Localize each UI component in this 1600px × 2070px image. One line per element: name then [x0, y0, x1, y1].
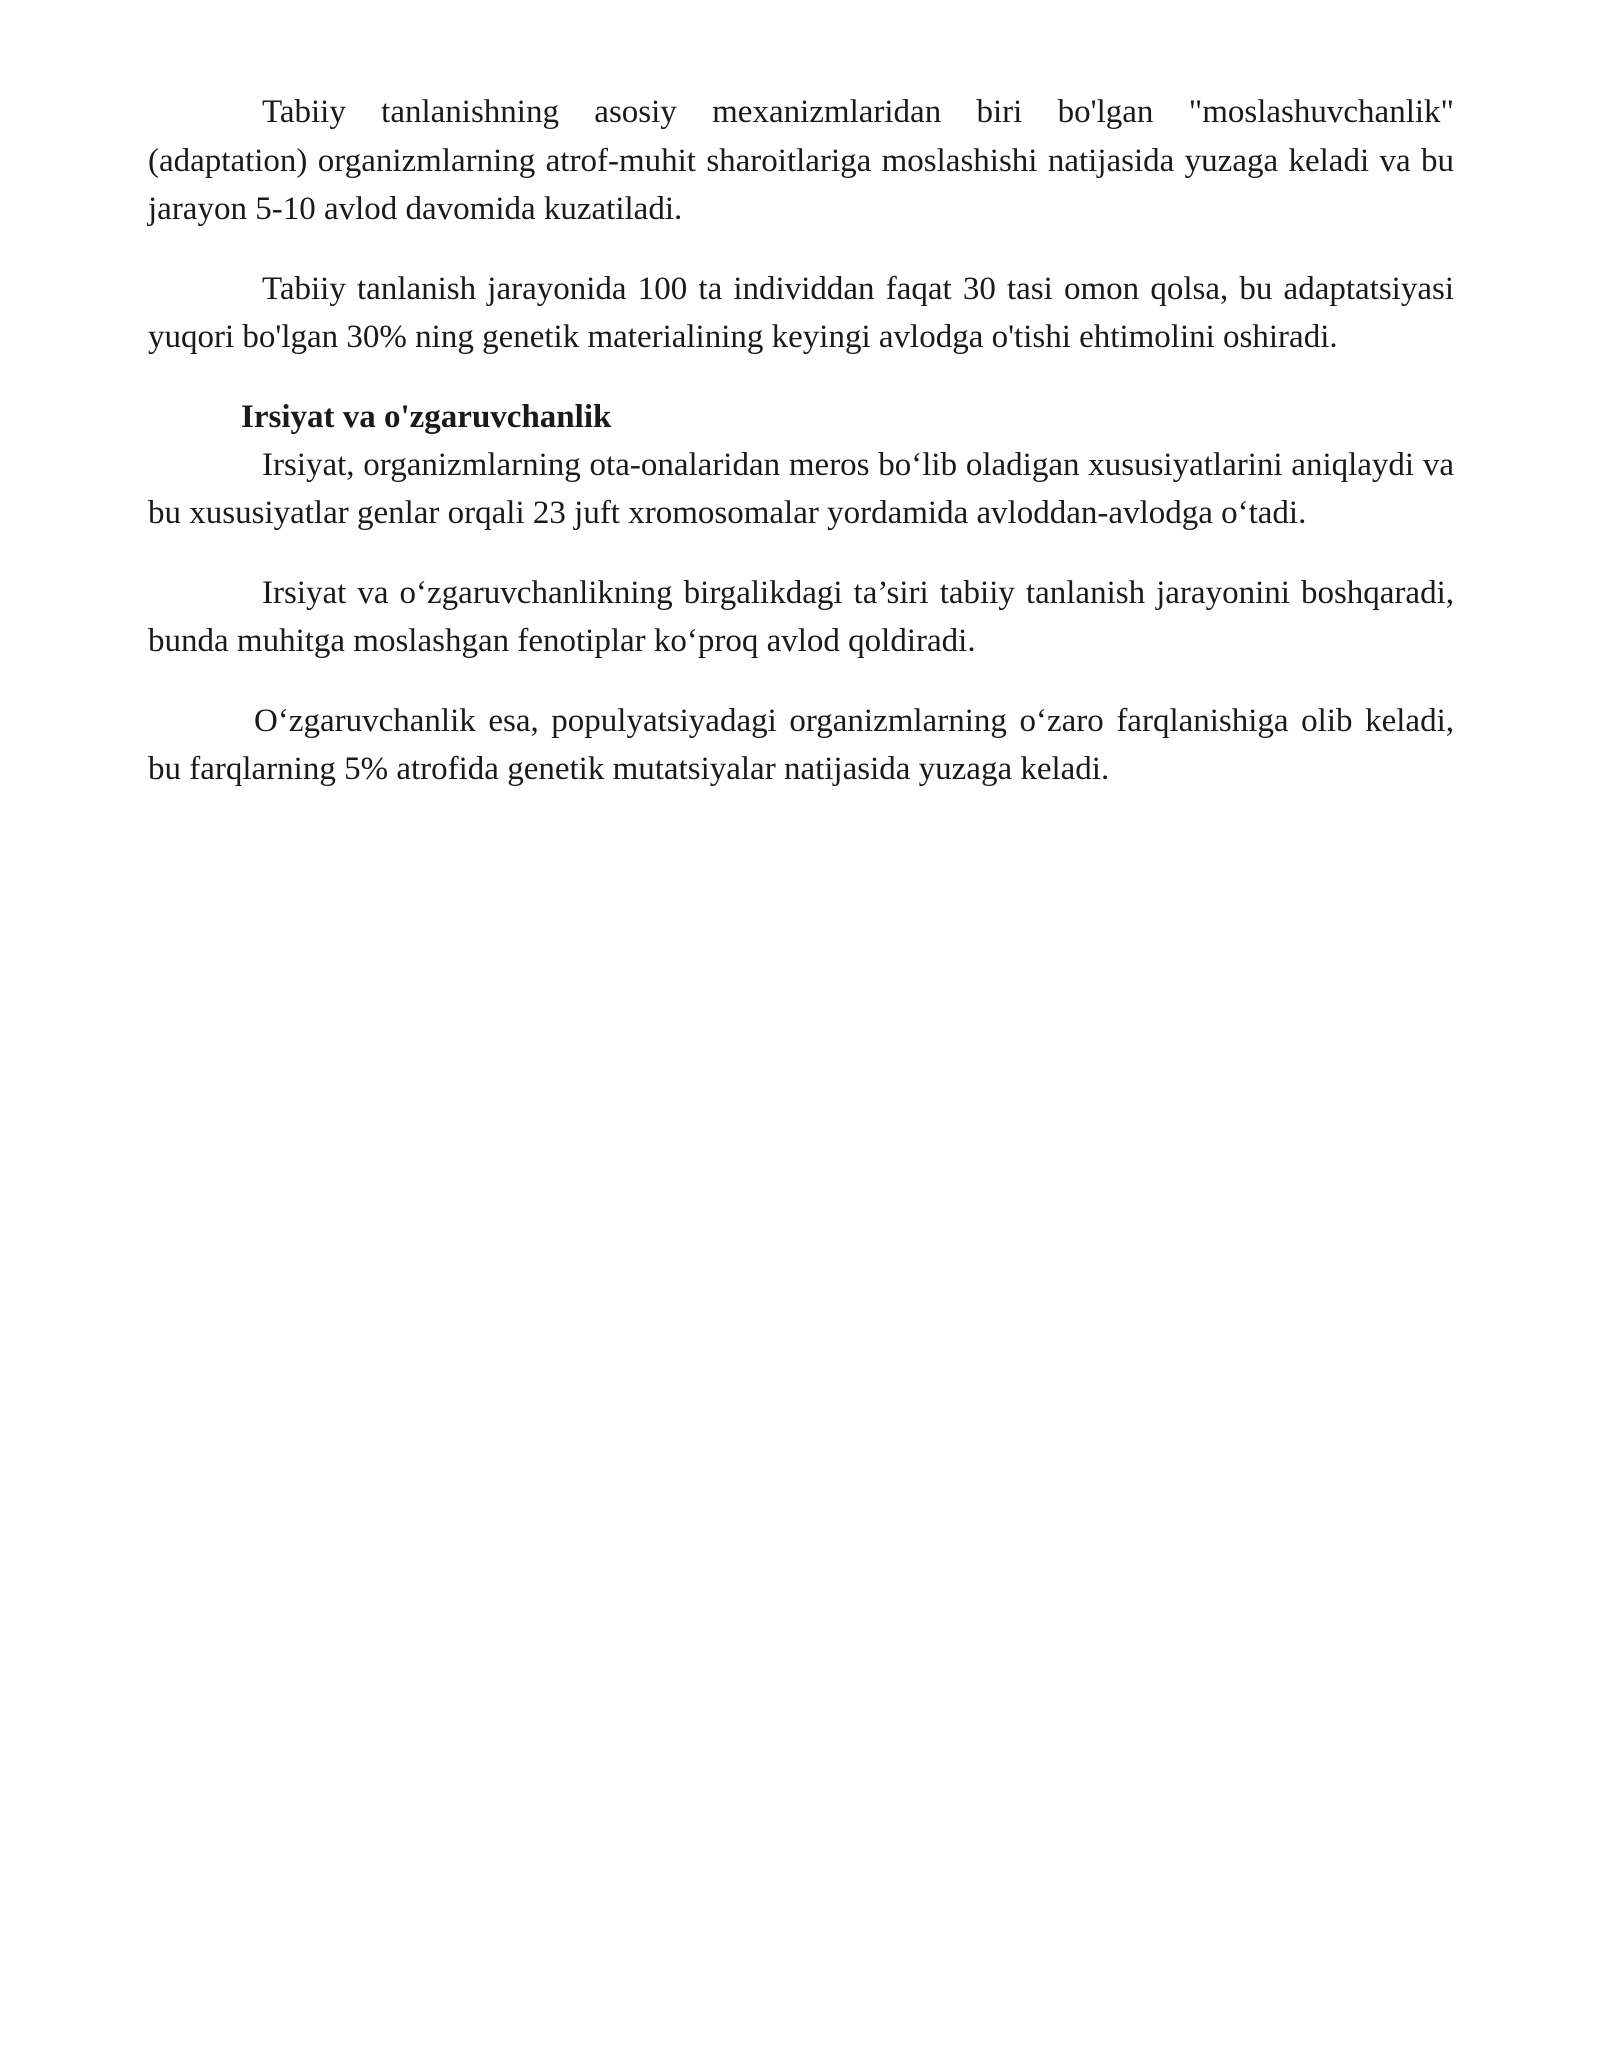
section-heading: Irsiyat va o'zgaruvchanlik	[241, 398, 612, 435]
paragraph-heredity: Irsiyat, organizmlarning ota-onalaridan meros bo‘lib oladigan xususiyatlarini aniqlaydi va bu xususiyatlar genlar orqali 23 juft xromosomalar yordamida avloddan-avlodga o‘tadi.	[148, 446, 1454, 531]
paragraph-variation: O‘zgaruvchanlik esa, populyatsiyadagi organizmlarning o‘zaro farqlanishiga olib keladi, bu farqlarning 5% atrofida genetik mutatsiyalar natijasida yuzaga keladi.	[148, 702, 1454, 787]
paragraph-survival: Tabiiy tanlanish jarayonida 100 ta individdan faqat 30 tasi omon qolsa, bu adaptatsiyasi yuqori bo'lgan 30% ning genetik materialining keyingi avlodga o'tishi ehtimolini oshiradi.	[148, 270, 1454, 355]
paragraph-combined-effect: Irsiyat va o‘zgaruvchanlikning birgalikdagi ta’siri tabiiy tanlanish jarayonini boshqaradi, bunda muhitga moslashgan fenotiplar ko‘proq avlod qoldiradi.	[148, 574, 1454, 659]
document-body	[148, 88, 1454, 794]
paragraph-adaptation: Tabiiy tanlanishning asosiy mexanizmlaridan biri bo'lgan "moslashuvchanlik" (adaptation) organizmlarning atrof-muhit sharoitlariga moslashishi natijasida yuzaga keladi va bu jarayon 5-10 avlod davomida kuzatiladi.	[148, 94, 1454, 227]
